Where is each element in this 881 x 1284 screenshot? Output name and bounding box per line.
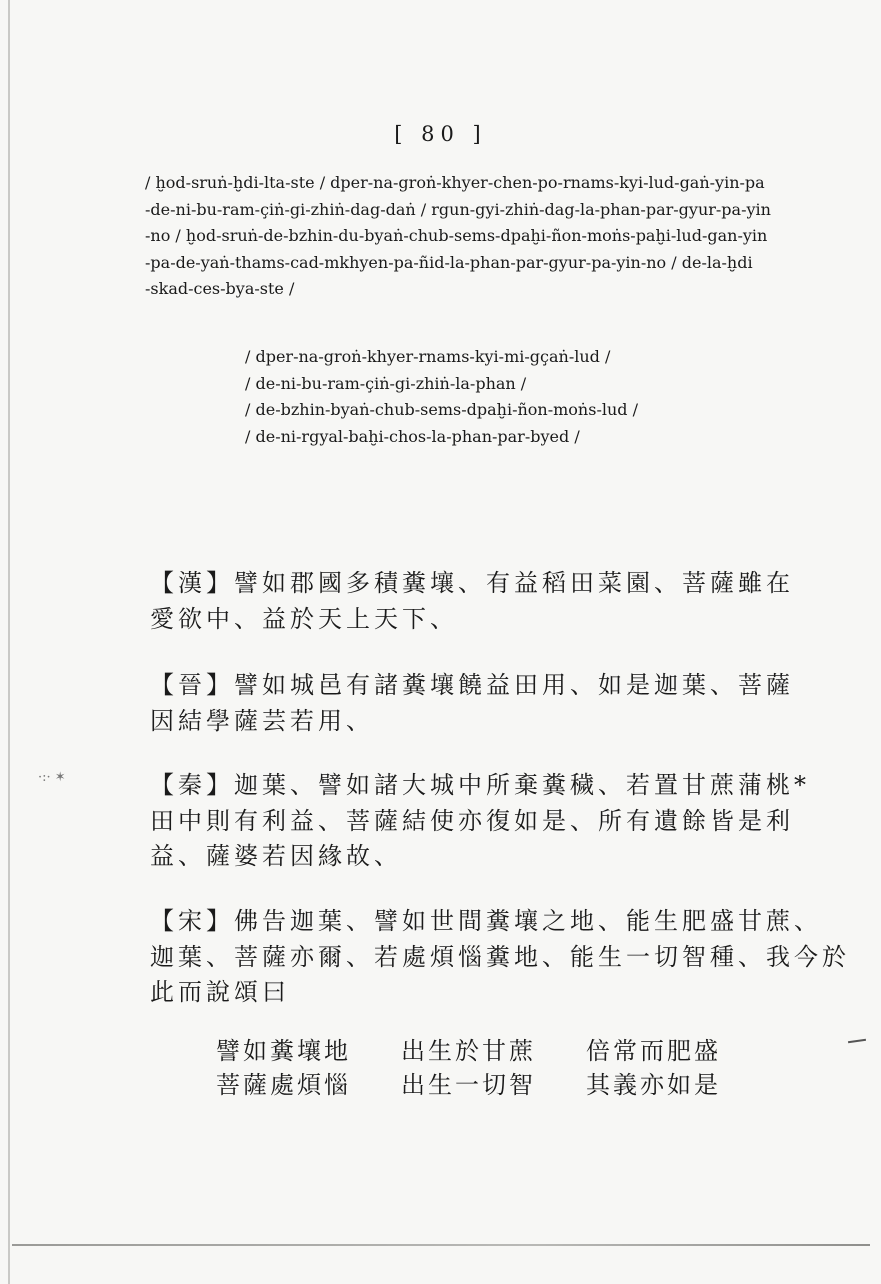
song-line: 此而說頌曰 [150,978,290,1006]
tibetan-verse-block [245,344,745,450]
tibetan-prose-line: -skad-ces-bya-ste / [145,279,295,298]
verse-segment: 菩薩處煩惱 [216,1071,351,1099]
han-translation-paragraph [150,566,810,637]
tibetan-prose-line: -pa-de-yaṅ-thams-cad-mkhyen-pa-ñid-la-phan-par-gyur-pa-yin-no / de-la-ḫdi [145,252,753,272]
qin-translation-paragraph [150,768,810,875]
verse-segment: 譬如糞壤地 [216,1037,351,1065]
chinese-verse-line [216,1034,776,1069]
chinese-verse-line [216,1068,776,1103]
qin-line: 【秦】迦葉、譬如諸大城中所棄糞穢、若置甘蔗蒲桃* [150,771,810,799]
tibetan-verse-line: / de-ni-bu-ram-çiṅ-gi-zhiṅ-la-phan / [245,373,527,393]
page-bottom-edge [12,1244,870,1246]
verse-segment: 倍常而肥盛 [586,1037,721,1065]
page-number: [ 80 ] [394,122,487,146]
verse-segment: 其義亦如是 [586,1071,721,1099]
tibetan-verse-line: / de-bzhin-byaṅ-chub-sems-dpaḫi-ñon-moṅs-lud / [245,400,638,419]
tibetan-prose-line: -no / ḫod-sruṅ-de-bzhin-du-byaṅ-chub-sems-dpaḫi-ñon-moṅs-paḫi-lud-gan-yin [145,226,768,245]
han-line: 【漢】譬如郡國多積糞壤、有益稻田菜園、菩薩雖在 [150,569,794,597]
tibetan-prose-line: / ḫod-sruṅ-ḫdi-lta-ste / dper-na-groṅ-khyer-chen-po-rnams-kyi-lud-gaṅ-yin-pa [145,173,765,192]
song-translation-paragraph [150,904,850,1011]
page-edge-shadow [8,0,10,1284]
jin-line: 因結學薩芸若用、 [150,706,374,735]
han-line: 愛欲中、益於天上天下、 [150,604,458,633]
song-line: 迦葉、菩薩亦爾、若處煩惱糞地、能生一切智種、我今於 [150,942,850,971]
song-line: 【宋】佛告迦葉、譬如世間糞壤之地、能生肥盛甘蔗、 [150,907,822,935]
verse-segment: 出生一切智 [401,1071,536,1099]
margin-dash-mark [848,1039,866,1043]
tibetan-prose-paragraph [145,170,817,303]
tibetan-verse-line: / dper-na-groṅ-khyer-rnams-kyi-mi-gçaṅ-lud / [245,347,611,366]
jin-translation-paragraph [150,668,810,739]
tibetan-verse-line: / de-ni-rgyal-baḫi-chos-la-phan-par-byed / [245,426,580,446]
jin-line: 【晉】譬如城邑有諸糞壤饒益田用、如是迦葉、菩薩 [150,671,794,699]
margin-annotation: ·:· ✶ [38,770,66,785]
tibetan-prose-line: -de-ni-bu-ram-çiṅ-gi-zhiṅ-dag-daṅ / rgun-gyi-zhiṅ-dag-la-phan-par-gyur-pa-yin [145,199,771,219]
qin-line: 益、薩婆若因緣故、 [150,842,402,870]
verse-segment: 出生於甘蔗 [401,1037,536,1065]
qin-line: 田中則有利益、菩薩結使亦復如是、所有遺餘皆是利 [150,806,794,835]
